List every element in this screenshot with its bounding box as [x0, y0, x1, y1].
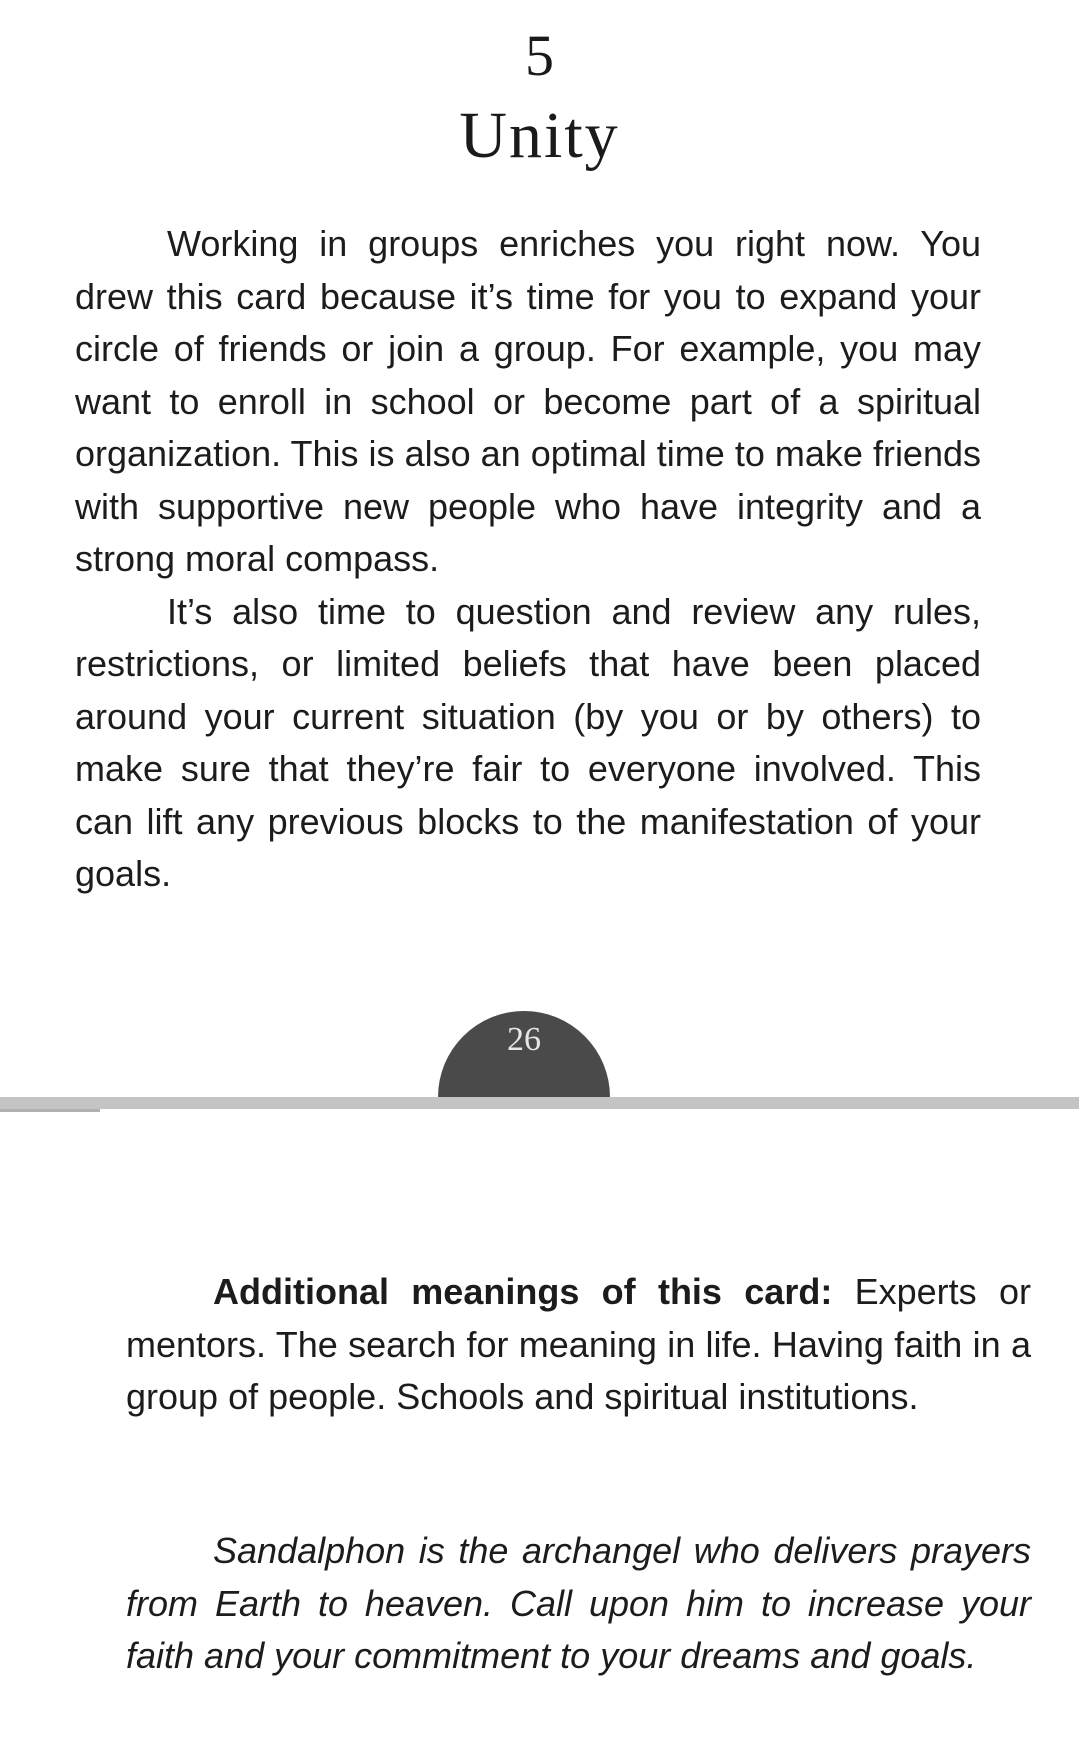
description-paragraph-2: It’s also time to question and review any rules, restrictions, or limited beliefs that have been placed around your current situation (by you or by others) to make sure that they’re fair to everyone involved. This can lift any previous blocks to the manifestation of your goals.: [75, 590, 981, 894]
additional-meanings-paragraph: [126, 1266, 1031, 1424]
card-title: Unity: [459, 99, 620, 172]
page-divider: [0, 1097, 1079, 1109]
page-divider-shadow: [0, 1109, 100, 1112]
archangel-paragraph: Sandalphon is the archangel who delivers prayers from Earth to heaven. Call upon him to increase your faith and your commitment to your dreams and goals.: [126, 1530, 1031, 1676]
additional-meanings-label: Additional meanings of this card:: [213, 1271, 833, 1312]
description-paragraph-1: Working in groups enriches you right now. You drew this card because it’s time for you to expand your circle of friends or join a group. For example, you may want to enroll in school or become part of a spiritual organization. This is also an optimal time to make friends with supportive new people who have integrity and a strong moral compass.: [75, 223, 981, 579]
archangel-description: [126, 1525, 1031, 1683]
additional-meanings-text: Experts or mentors. The search for meaning in life. Having faith in a group of people. Schools and spiritual institutions.: [126, 1271, 1032, 1417]
card-number: 5: [525, 23, 554, 88]
additional-meanings: [126, 1266, 1031, 1424]
card-description: [75, 218, 981, 901]
page-number: 26: [507, 1021, 541, 1058]
